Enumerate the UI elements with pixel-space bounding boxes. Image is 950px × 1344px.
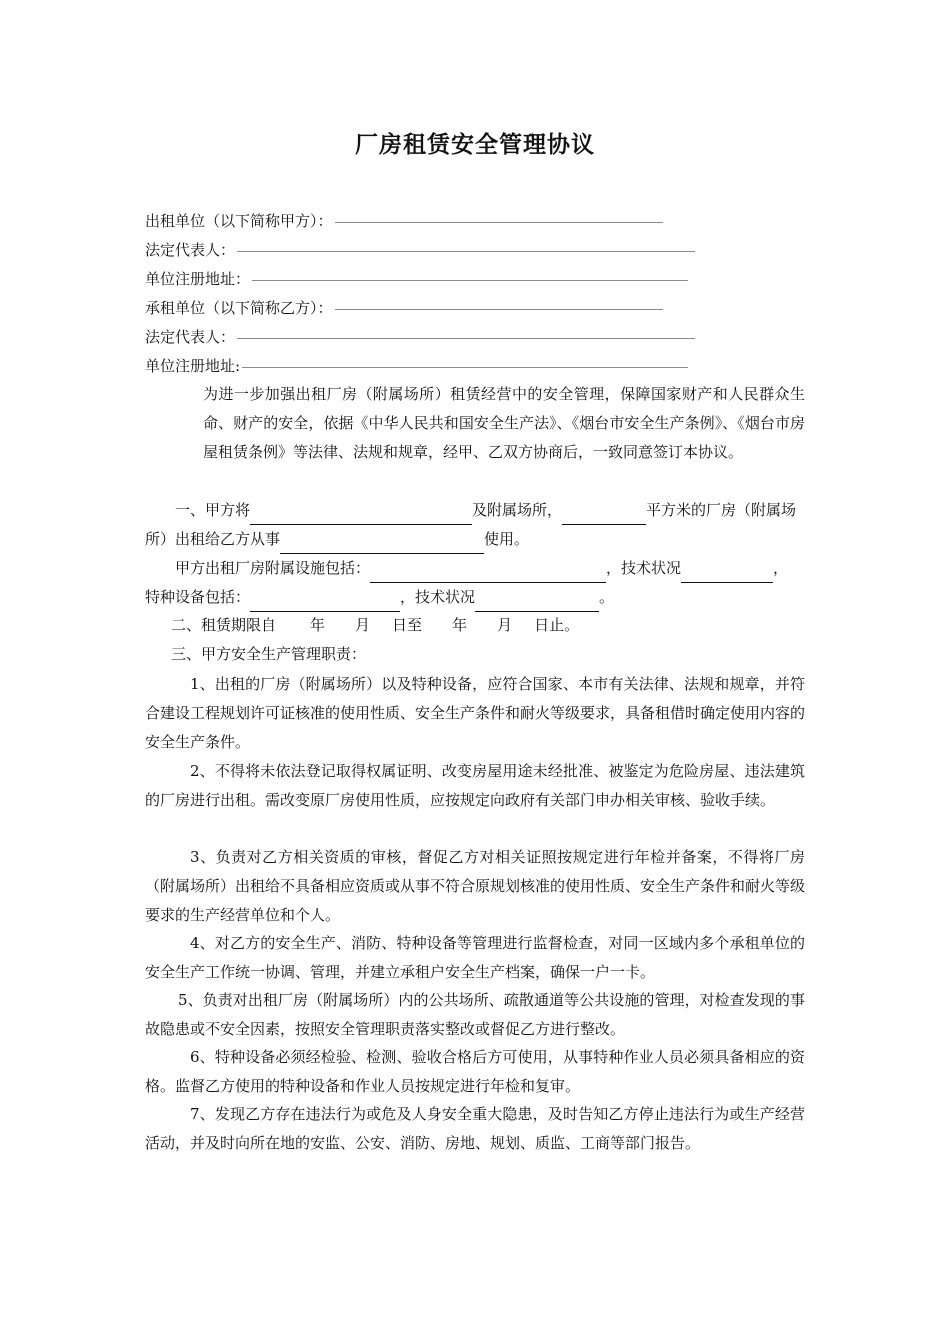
lessee-blank[interactable]	[335, 308, 663, 310]
lessor-line	[145, 211, 663, 231]
facilities-text-c: ，	[773, 559, 789, 577]
clause-1	[145, 496, 805, 554]
duty-item-5: 5、负责对出租厂房（附属场所）内的公共场所、疏散通道等公共设施的管理，对检查发现的事故隐患或不安全因素，按照安全管理职责落实整改或督促乙方进行整改。	[145, 991, 805, 1038]
lease-term-month-1: 月	[355, 616, 371, 634]
lessor-legal-rep-blank[interactable]	[237, 250, 695, 252]
lease-term-year-1: 年	[310, 616, 326, 634]
lease-term-day-end: 日止。	[534, 616, 580, 634]
facilities-clause	[145, 554, 805, 612]
lessor-legal-rep-line	[145, 240, 695, 260]
clause-1-text-e: 使用。	[484, 530, 530, 548]
document-title: 厂房租赁安全管理协议	[355, 132, 595, 158]
facilities-condition-blank[interactable]	[681, 566, 773, 583]
premises-blank[interactable]	[250, 508, 472, 525]
lessee-line	[145, 298, 663, 318]
facilities-blank[interactable]	[370, 566, 606, 583]
facilities-text-a: 甲方出租厂房附属设施包括：	[175, 559, 371, 577]
lessor-address-label: 单位注册地址：	[145, 270, 251, 288]
lessee-label: 承租单位（以下简称乙方）：	[145, 299, 333, 317]
lease-term-text-a: 二、租赁期限自	[171, 616, 277, 634]
preamble-paragraph: 为进一步加强出租厂房（附属场所）租赁经营中的安全管理，保障国家财产和人民群众生命、财产的安全，依据《中华人民共和国安全生产法》、《烟台市安全生产条例》、《烟台市房屋租赁条例》等法律、法规和规章，经甲、乙双方协商后，一致同意签订本协议。	[203, 385, 805, 461]
area-blank[interactable]	[562, 508, 646, 525]
lessor-label: 出租单位（以下简称甲方）：	[145, 212, 333, 230]
lease-term-year-2: 年	[452, 616, 468, 634]
lessor-address-line	[145, 269, 688, 289]
clause-1-text-a: 一、甲方将	[175, 501, 251, 519]
clause-1-text-b: 及附属场所，	[472, 501, 563, 519]
special-equipment-text-c: 。	[599, 588, 615, 606]
duty-item-1: 1、出租的厂房（附属场所）以及特种设备，应符合国家、本市有关法律、法规和规章，并符合建设工程规划许可证核准的使用性质、安全生产条件和耐火等级要求，具备租借时确定使用内容的安全生产条件。	[145, 675, 806, 751]
lessor-blank[interactable]	[335, 221, 663, 223]
lease-term-month-2: 月	[497, 616, 513, 634]
lease-term-clause	[145, 611, 831, 640]
lessee-address-blank[interactable]	[242, 366, 688, 368]
section-3-heading: 三、甲方安全生产管理职责：	[171, 645, 367, 663]
lease-term-day-to: 日至	[392, 616, 423, 634]
lessee-legal-rep-line	[145, 327, 695, 347]
lessor-address-blank[interactable]	[252, 279, 688, 281]
duty-item-2: 2、不得将未依法登记取得权属证明、改变房屋用途未经批准、被鉴定为危险房屋、违法建筑的厂房进行出租。需改变原厂房使用性质，应按规定向政府有关部门申办相关审核、验收手续。	[145, 762, 805, 809]
duty-item-3: 3、负责对乙方相关资质的审核，督促乙方对相关证照按规定进行年检并备案，不得将厂房（附属场所）出租给不具备相应资质或从事不符合原规划核准的使用性质、安全生产条件和耐火等级要求的生产经营单位和个人。	[145, 848, 806, 924]
special-equipment-condition-blank[interactable]	[475, 595, 599, 612]
special-equipment-blank[interactable]	[250, 595, 400, 612]
facilities-text-b: ，技术状况	[606, 559, 682, 577]
duty-item-7: 7、发现乙方存在违法行为或危及人身安全重大隐患，及时告知乙方停止违法行为或生产经营活动，并及时向所在地的安监、公安、消防、房地、规划、质监、工商等部门报告。	[145, 1105, 805, 1152]
lessor-legal-rep-label: 法定代表人：	[145, 241, 236, 259]
duty-item-4: 4、对乙方的安全生产、消防、特种设备等管理进行监督检查，对同一区域内多个承租单位的安全生产工作统一协调、管理，并建立承租户安全生产档案，确保一户一卡。	[145, 934, 805, 981]
lessee-legal-rep-label: 法定代表人：	[145, 328, 236, 346]
special-equipment-text: 特种设备包括：	[145, 588, 251, 606]
lessee-address-line	[145, 356, 688, 376]
lessee-address-label: 单位注册地址:	[145, 357, 241, 375]
special-equipment-text-b: ，技术状况	[400, 588, 476, 606]
usage-blank[interactable]	[280, 537, 484, 554]
lessee-legal-rep-blank[interactable]	[237, 337, 695, 339]
clause-1-text-c: 平方米的厂房（附	[646, 501, 767, 519]
clause-1-text-d: 属场所）出租给乙方从事	[145, 501, 797, 548]
duty-item-6: 6、特种设备必须经检验、检测、验收合格后方可使用，从事特种作业人员必须具备相应的资格。监督乙方使用的特种设备和作业人员按规定进行年检和复审。	[145, 1048, 805, 1095]
